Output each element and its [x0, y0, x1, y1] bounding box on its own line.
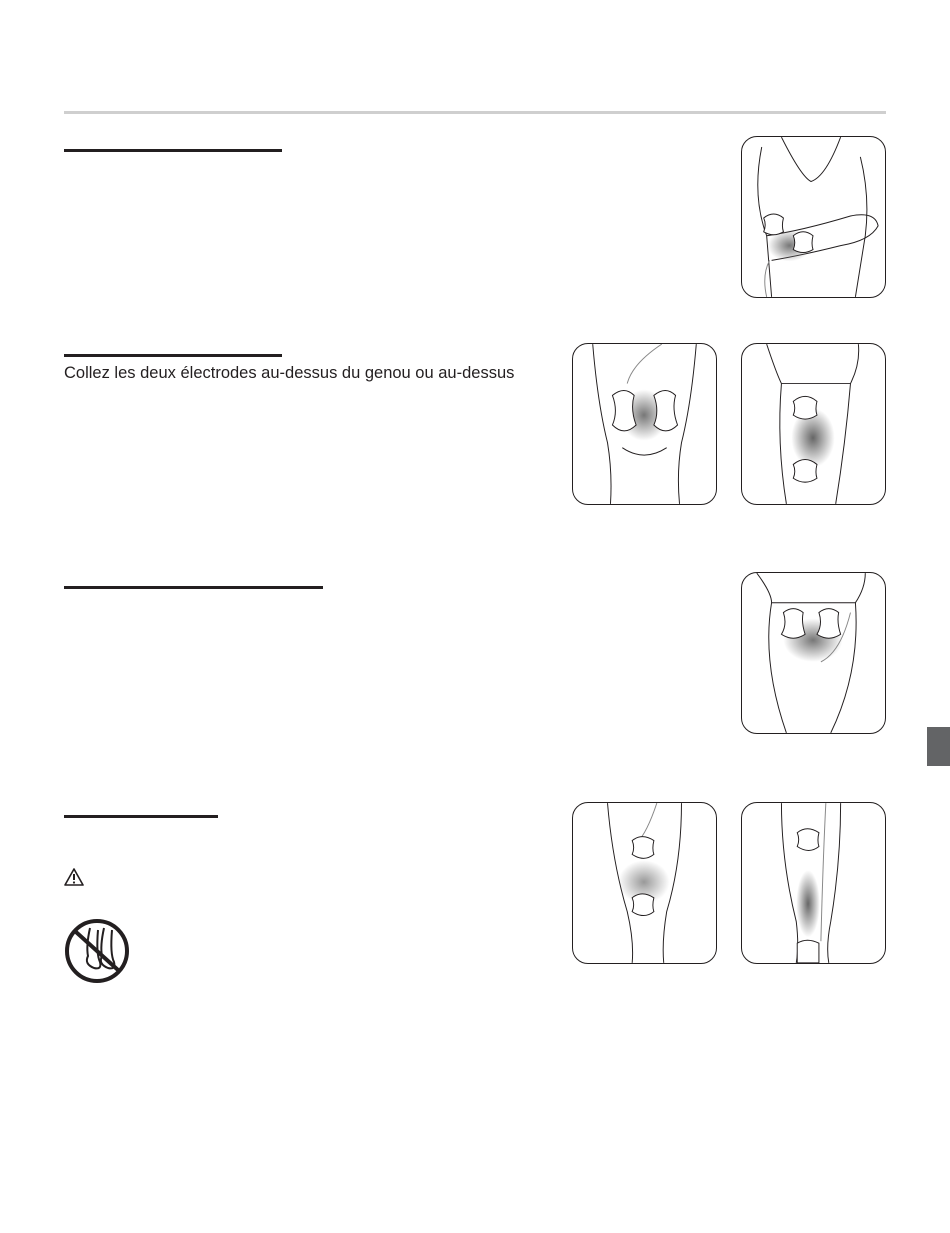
section-rule-knee [64, 354, 282, 357]
top-rule [64, 111, 886, 114]
knee-instruction-text: Collez les deux électrodes au-dessus du genou ou au-dessus [64, 364, 515, 382]
side-tab [927, 727, 950, 766]
illustration-knee-back [741, 572, 886, 734]
no-feet-icon [64, 918, 130, 984]
warning-triangle-icon [64, 868, 84, 886]
section-rule-calf [64, 815, 218, 818]
illustration-knee-side [741, 343, 886, 505]
illustration-elbow [741, 136, 886, 298]
illustration-knee-front [572, 343, 717, 505]
illustration-calf-side [741, 802, 886, 964]
section-rule-knee-back [64, 586, 323, 589]
section-rule-elbow [64, 149, 282, 152]
illustration-calf-back [572, 802, 717, 964]
